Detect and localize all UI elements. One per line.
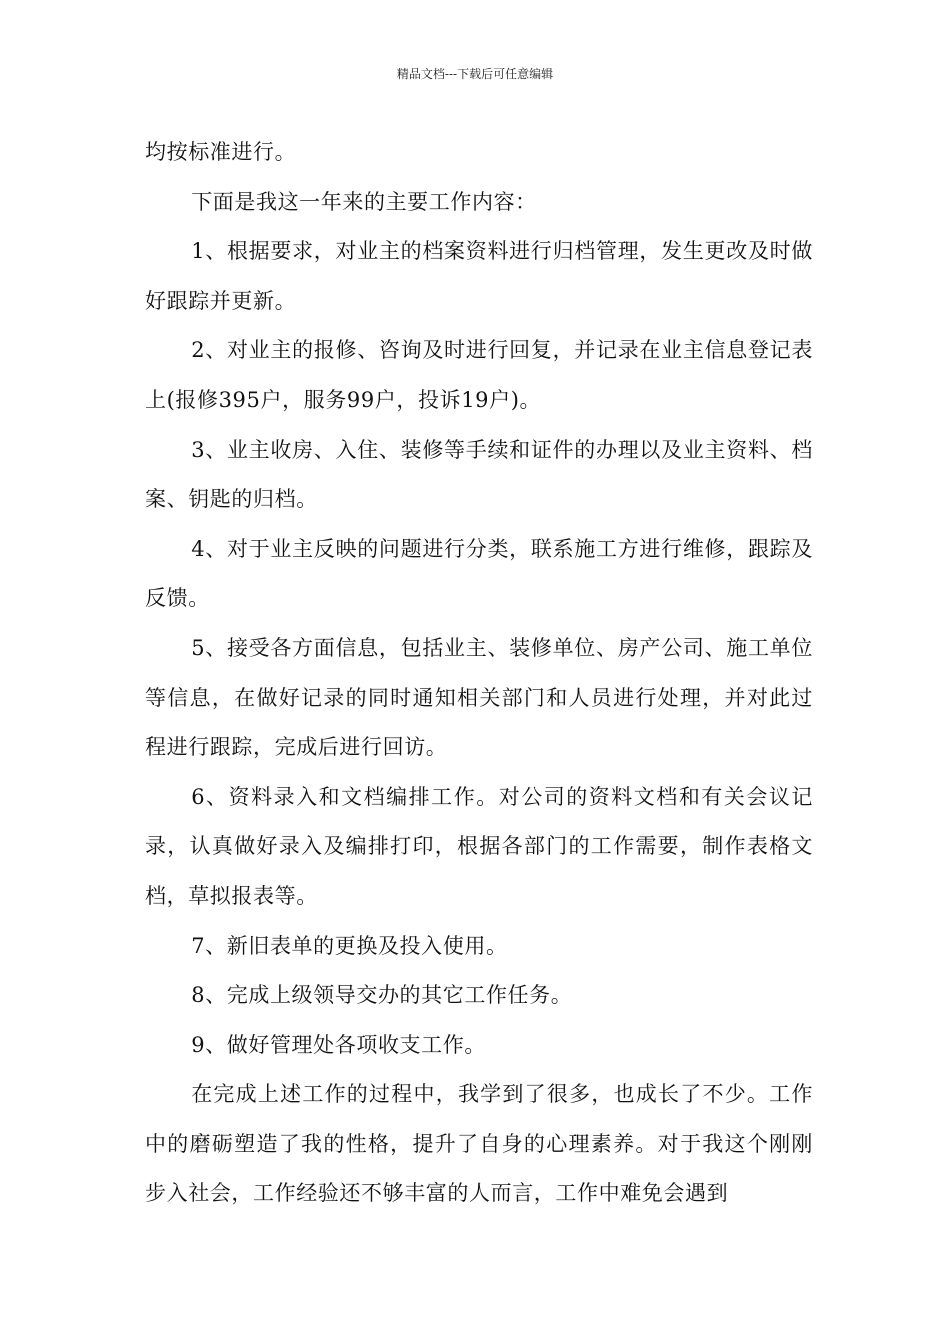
paragraph-item-8: 8、完成上级领导交办的其它工作任务。 (191, 983, 573, 1008)
document-body (145, 128, 813, 1219)
paragraph-item-3: 3、业主收房、入住、装修等手续和证件的办理以及业主资料、档案、钥匙的归档。 (145, 437, 813, 512)
paragraph-item-9: 9、做好管理处各项收支工作。 (191, 1032, 486, 1057)
page-header: 精品文档---下载后可任意编辑 (396, 67, 554, 81)
paragraph-item-7: 7、新旧表单的更换及投入使用。 (191, 933, 508, 958)
paragraph-summary: 在完成上述工作的过程中，我学到了很多，也成长了不少。工作中的磨砺塑造了我的性格，提升了自身的心理素养。对于我这个刚刚步入社会，工作经验还不够丰富的人而言，工作中难免会遇到 (145, 1082, 813, 1206)
paragraph-item-6: 6、资料录入和文档编排工作。对公司的资料文档和有关会议记录，认真做好录入及编排打印，根据各部门的工作需要，制作表格文档，草拟报表等。 (145, 784, 813, 908)
paragraph-item-4: 4、对于业主反映的问题进行分类，联系施工方进行维修，跟踪及反馈。 (145, 536, 813, 611)
paragraph-continuation: 均按标准进行。 (145, 140, 297, 164)
paragraph-item-5: 5、接受各方面信息，包括业主、装修单位、房产公司、施工单位等信息，在做好记录的同时通知相关部门和人员进行处理，并对此过程进行跟踪，完成后进行回访。 (145, 635, 813, 760)
paragraph-item-1: 1、根据要求，对业主的档案资料进行归档管理，发生更改及时做好跟踪并更新。 (145, 239, 813, 313)
paragraph-item-2: 2、对业主的报修、咨询及时进行回复，并记录在业主信息登记表上(报修395户，服务99户，投诉19户)。 (145, 338, 813, 412)
paragraph-intro: 下面是我这一年来的主要工作内容： (191, 189, 537, 214)
